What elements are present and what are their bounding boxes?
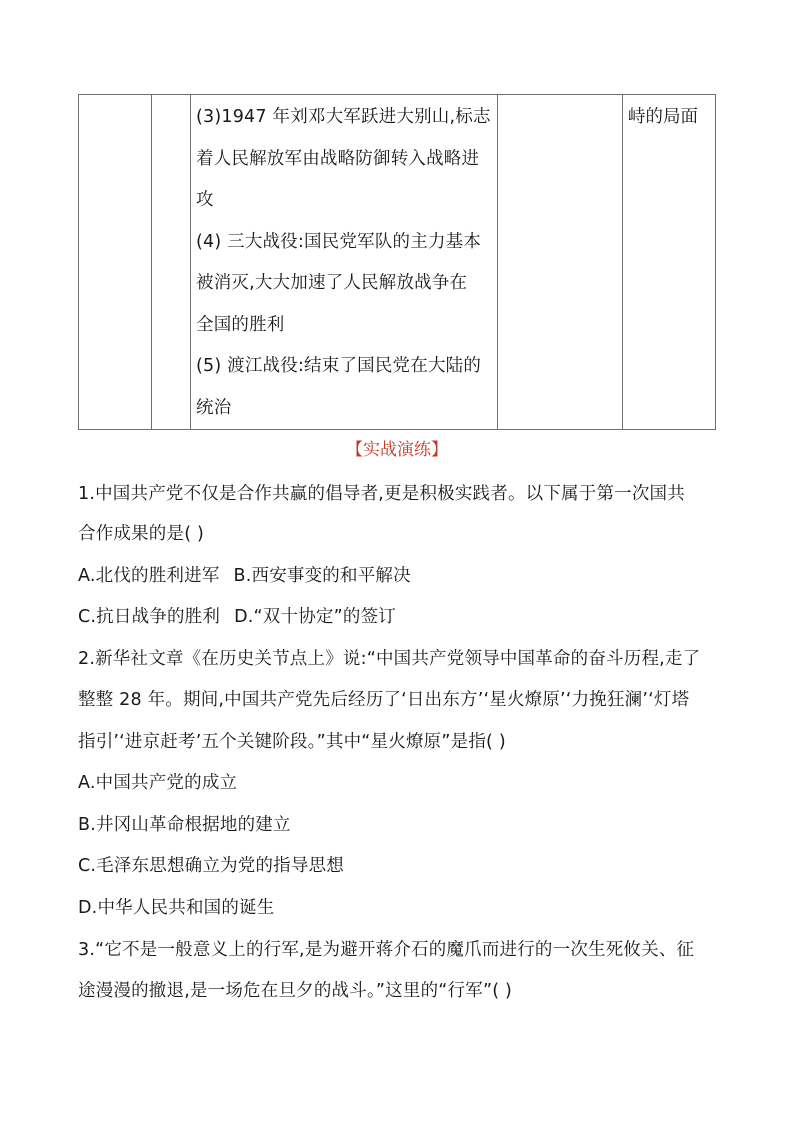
events-line: 被消灭,大大加速了人民解放战争在 [196,273,468,293]
events-line: 统治 [196,397,232,418]
option-c: C.抗日战争的胜利 [78,607,221,627]
question-2-stem-line: 2.新华社文章《在历史关节点上》说:“中国共产党领导中国革命的奋斗历程,走了 [78,649,701,669]
table-cell-col5 [623,95,716,430]
events-line: (3)1947 年刘邓大军跃进大别山,标志 [196,107,491,127]
question-2-option-c: C.毛泽东思想确立为党的指导思想 [78,856,344,876]
option-b: B.西安事变的和平解决 [233,566,411,586]
question-2-stem-line: 指引’‘进京赶考’五个关键阶段。”其中“星火燎原”是指( ) [78,732,506,752]
question-1-option-row [78,562,411,590]
question-3-stem-line: 途漫漫的撤退,是一场危在旦夕的战斗。”这里的“行军”( ) [78,981,513,1001]
right-cell-text: 峙的局面 [628,107,698,127]
events-line: (5) 渡江战役:结束了国民党在大陆的 [196,356,482,376]
events-line: 全国的胜利 [196,314,285,335]
question-1-stem-line: 1.中国共产党不仅是合作共赢的倡导者,更是积极实践者。以下属于第一次国共 [78,484,685,504]
table-cell-col4 [498,95,623,430]
continuation-table [78,94,716,430]
question-2-option-b: B.井冈山革命根据地的建立 [78,815,291,835]
table-cell-col2 [152,95,191,430]
events-line: 攻 [196,190,214,210]
section-heading: 【实战演练】 [346,440,448,460]
question-1-stem-line: 合作成果的是( ) [78,524,205,544]
option-a: A.北伐的胜利进军 [78,566,220,586]
question-3-stem-line: 3.“它不是一般意义上的行军,是为避开蒋介石的魔爪而进行的一次生死攸关、征 [78,940,695,960]
events-text [191,95,497,429]
question-1-option-row [78,603,396,631]
option-d: D.“双十协定”的签订 [234,607,396,627]
question-2-option-d: D.中华人民共和国的诞生 [78,898,275,918]
question-2-stem-line: 整整 28 年。期间,中国共产党先后经历了‘日出东方’‘星火燎原’‘力挽狂澜’‘灯塔 [78,690,690,710]
events-line: 着人民解放军由战略防御转入战略进 [196,148,480,169]
events-line: (4) 三大战役:国民党军队的主力基本 [196,231,482,252]
table-row [79,95,716,430]
question-2-option-a: A.中国共产党的成立 [78,773,238,793]
table-cell-col1 [79,95,152,430]
table-cell-events [191,95,498,430]
